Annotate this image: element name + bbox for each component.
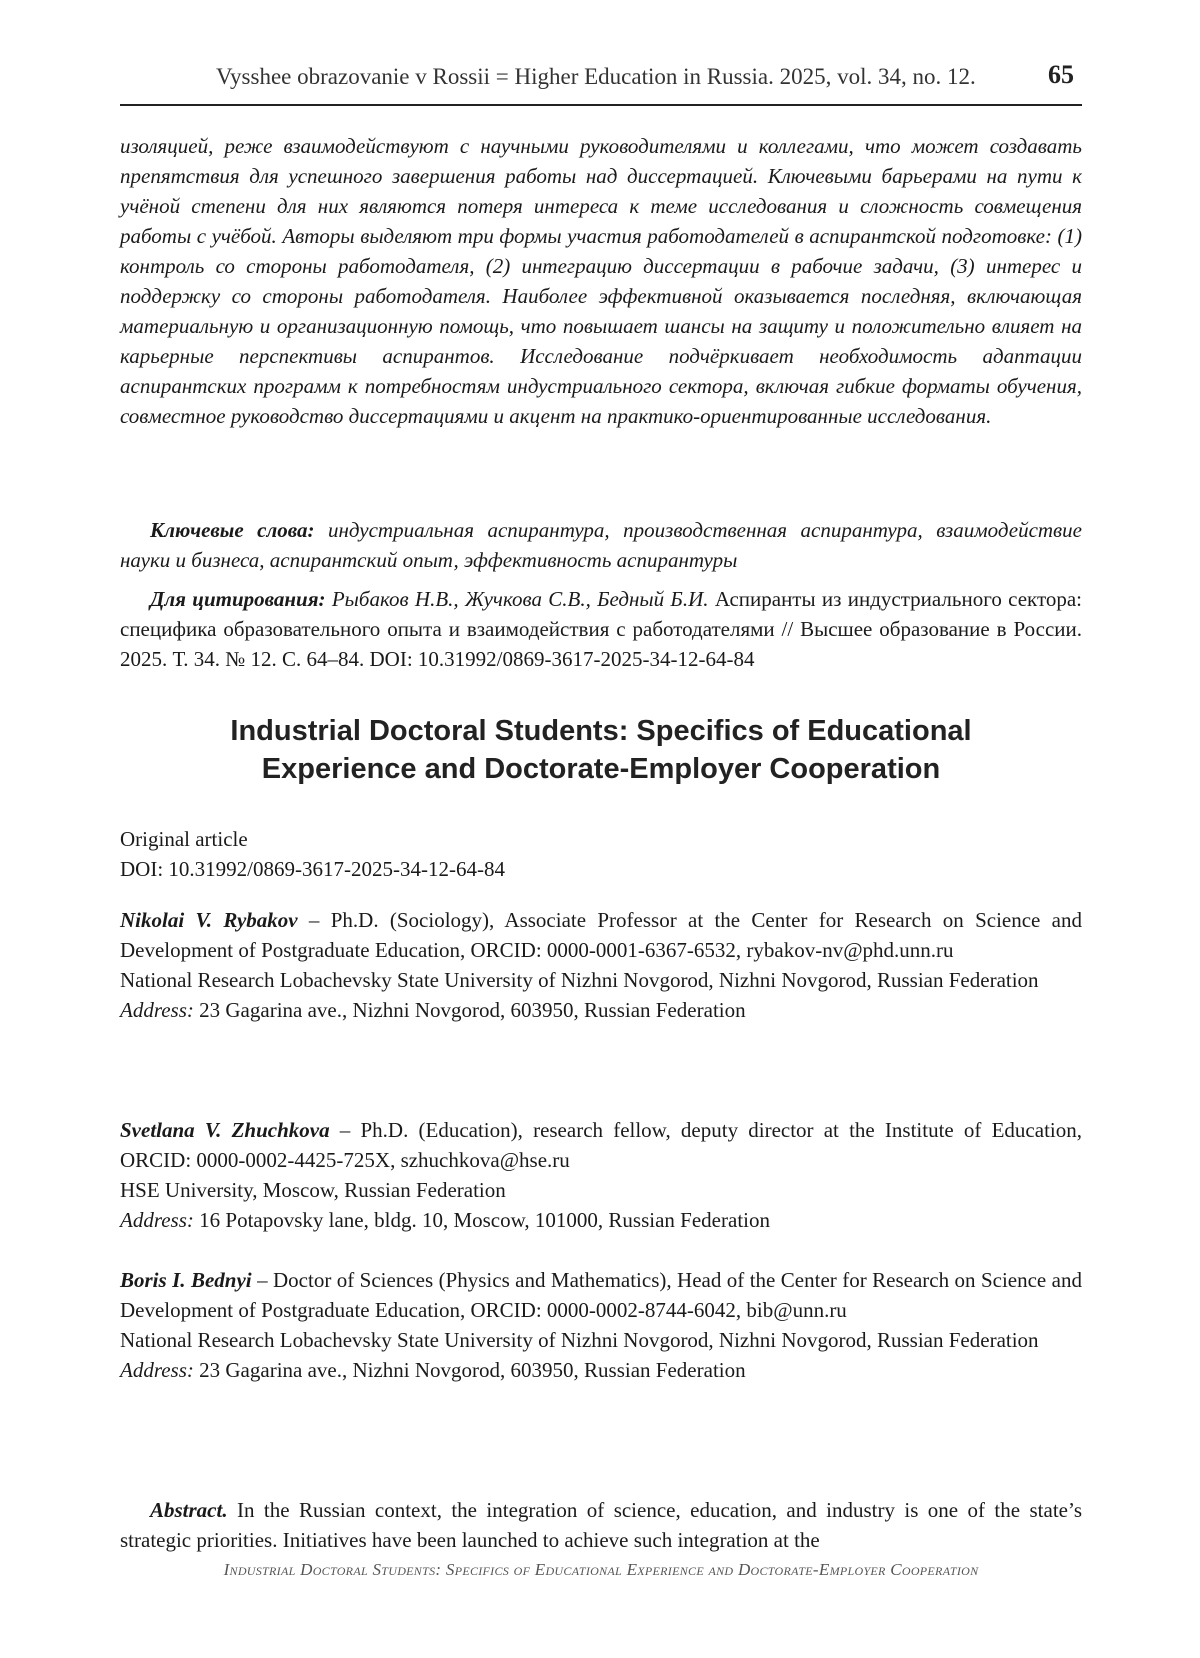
russian-citation — [120, 563, 1082, 695]
author-address: 23 Gagarina ave., Nizhni Novgorod, 603950, Russian Federation — [193, 1358, 746, 1382]
english-title-line-1: Industrial Doctoral Students: Specifics of Educational — [230, 715, 972, 747]
page-number: 65 — [1048, 60, 1074, 89]
author-info-2 — [120, 1115, 1082, 1235]
author-affiliation: National Research Lobachevsky State University of Nizhni Novgorod, Nizhni Novgorod, Russian Federation — [120, 968, 1039, 992]
author-address: 23 Gagarina ave., Nizhni Novgorod, 603950, Russian Federation — [193, 998, 746, 1022]
author-affiliation: National Research Lobachevsky State University of Nizhni Novgorod, Nizhni Novgorod, Russian Federation — [120, 1328, 1039, 1352]
author-affiliation: HSE University, Moscow, Russian Federation — [120, 1178, 506, 1202]
author-address-label: Address: — [120, 1208, 194, 1232]
author-bio: – Ph.D. (Sociology), Associate Professor at the Center for Research on Science and Development of Postgraduate Education, ORCID: 0000-0001-6367-6532, rybakov-nv@phd.unn.ru — [120, 908, 1082, 962]
journal-citation: Vysshee obrazovanie v Rossii = Higher Education in Russia. 2025, vol. 34, no. 12. — [216, 64, 976, 89]
author-name: Boris I. Bednyi — [120, 1268, 252, 1292]
russian-citation-authors: Рыбаков Н.В., Жучкова С.В., Бедный Б.И. — [331, 587, 709, 611]
russian-citation-text: Аспиранты из индустриального сектора: специфика образовательного опыта и взаимодействия с работодателями // Высшее образование в России. 2025. Т. 34. № 12. С. 64–84. DOI: 10.31992/0869-3617-2025-34-12-64-84 — [120, 587, 1083, 671]
russian-keywords-label: Ключевые слова: — [150, 518, 315, 542]
russian-citation-label: Для цитирования: — [150, 587, 326, 611]
author-address-label: Address: — [120, 998, 194, 1022]
article-type: Original article — [120, 827, 248, 851]
english-abstract-label: Abstract. — [150, 1498, 228, 1522]
russian-keywords-text: индустриальная аспирантура, производственная аспирантура, взаимодействие науки и бизнеса, аспирантский опыт, эффективность аспирантуры — [120, 518, 1082, 572]
author-address: 16 Potapovsky lane, bldg. 10, Moscow, 101000, Russian Federation — [193, 1208, 770, 1232]
english-abstract-text: In the Russian context, the integration of science, education, and industry is one of the state’s strategic priorities. Initiatives have been launched to achieve such integration at the — [120, 1498, 1082, 1552]
russian-abstract — [120, 131, 1082, 431]
author-bio: – Ph.D. (Education), research fellow, deputy director at the Institute of Education, ORCID: 0000-0002-4425-725X, szhuchkova@hse.ru — [120, 1118, 1082, 1172]
author-name: Nikolai V. Rybakov — [120, 908, 298, 932]
author-info-1 — [120, 905, 1082, 1025]
english-article-title — [120, 712, 1082, 788]
author-info-3 — [120, 1265, 1082, 1385]
english-title-line-2: Experience and Doctorate-Employer Cooperation — [261, 753, 941, 785]
author-address-label: Address: — [120, 1358, 194, 1382]
author-name: Svetlana V. Zhuchkova — [120, 1118, 330, 1142]
russian-abstract-text: изоляцией, реже взаимодействуют с научными руководителями и коллегами, что может создавать препятствия для успешного завершения работы над диссертацией. Ключевыми барьерами на пути к учёной степени для них являются потеря интереса к теме исследования и сложность совмещения работы с учёбой. Авторы выделяют три формы участия работодателей в аспирантской подготовке: (1) контроль со стороны работодателя, (2) интеграцию диссертации в рабочие задачи, (3) интерес и поддержку со стороны работодателя. Наиболее эффективной оказывается последняя, включающая материальную и организационную помощь, что повышает шансы на защиту и положительно влияет на карьерные перспективы аспирантов. Исследование подчёркивает необходимость адаптации аспирантских программ к потребностям индустриального сектора, включая гибкие форматы обучения, совместное руководство диссертациями и акцент на практико-ориентированные исследования. — [120, 134, 1082, 428]
article-meta — [120, 824, 1082, 884]
running-header — [120, 58, 1082, 106]
author-bio: – Doctor of Sciences (Physics and Mathematics), Head of the Center for Research on Science and Development of Postgraduate Education, ORCID: 0000-0002-8744-6042, bib@unn.ru — [120, 1268, 1082, 1322]
article-doi: DOI: 10.31992/0869-3617-2025-34-12-64-84 — [120, 857, 505, 881]
running-footer: Industrial Doctoral Students: Specifics of Educational Experience and Doctorate-Employer Cooperation — [223, 1560, 979, 1579]
